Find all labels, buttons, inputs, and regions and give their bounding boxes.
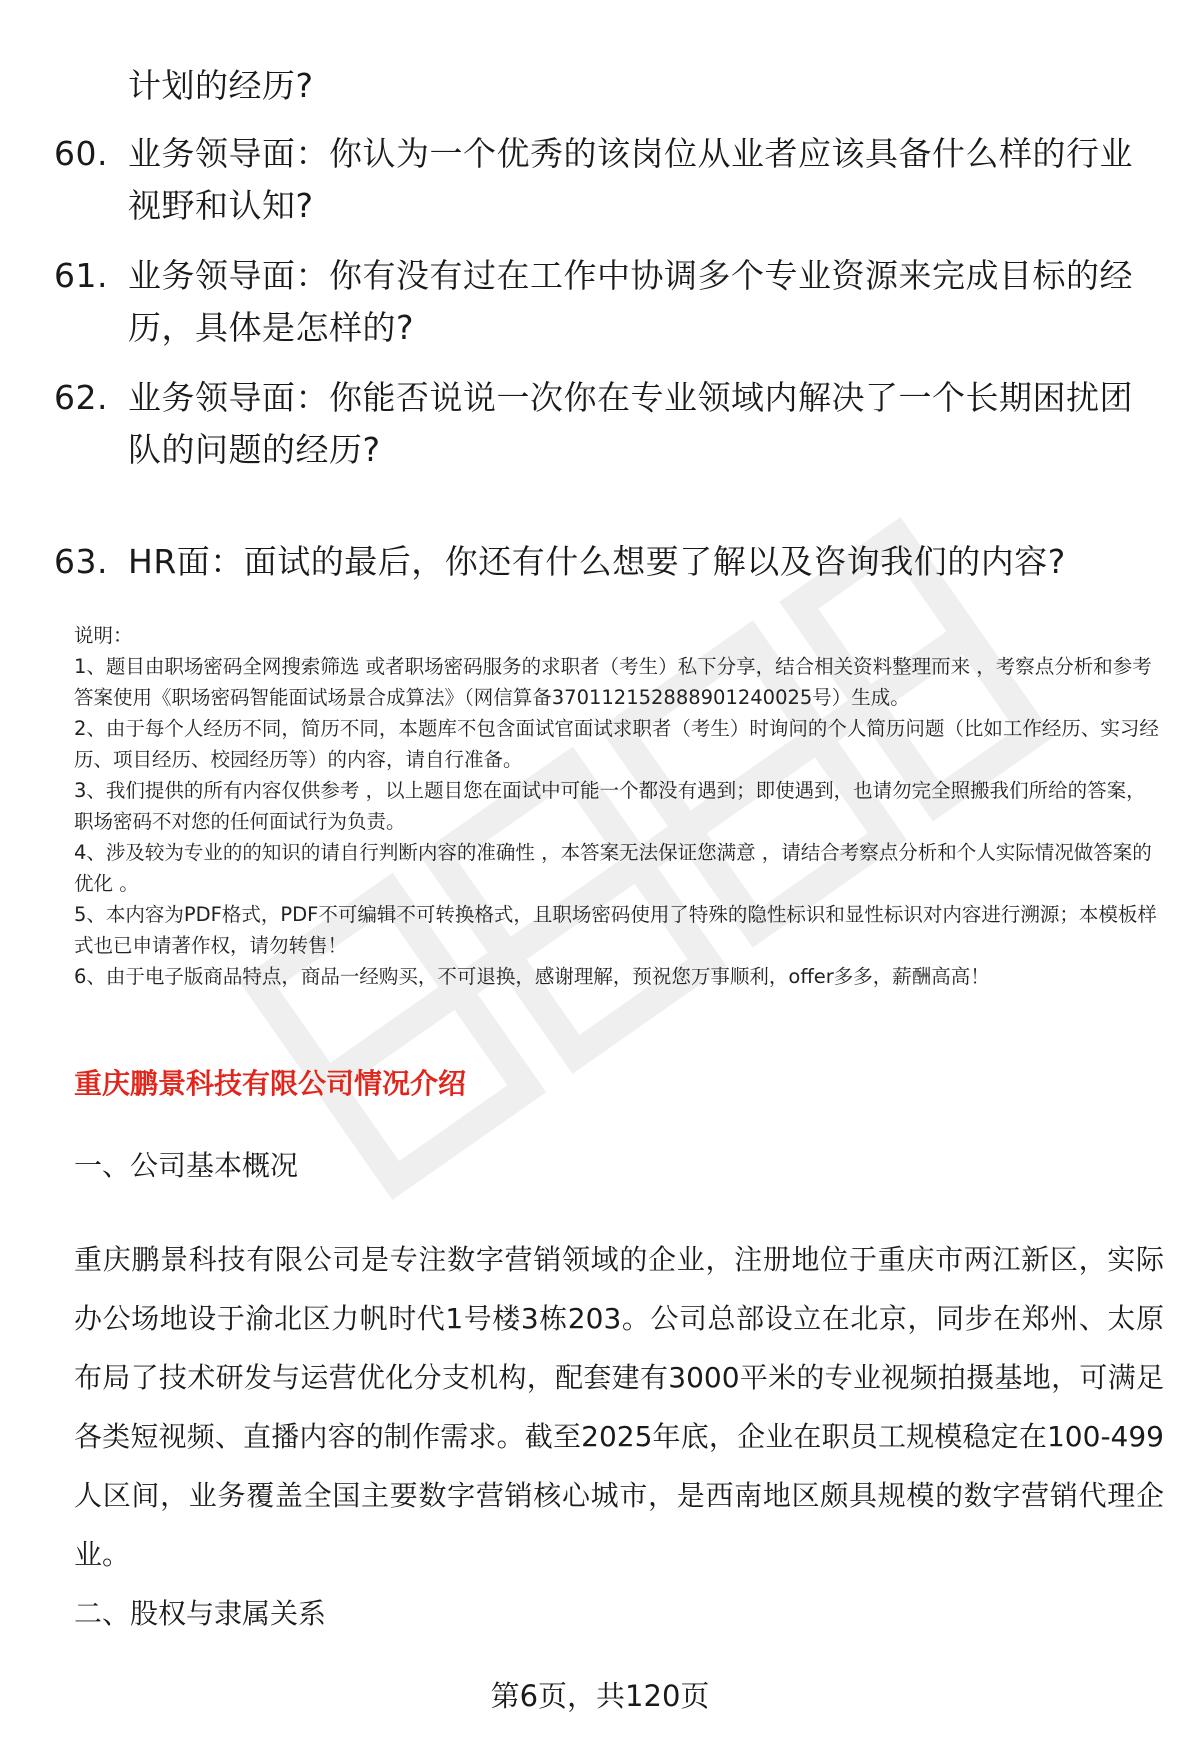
question-number: 61. — [54, 256, 108, 295]
question-number: 62. — [54, 378, 108, 417]
note-item: 2、由于每个人经历不同，简历不同，本题库不包含面试官面试求职者（考生）时询问的个人简历问题（比如工作经历、实习经历、项目经历、校园经历等）的内容，请自行准备。 — [74, 717, 1159, 771]
question-text: 业务领导面：你认为一个优秀的该岗位从业者应该具备什么样的行业视野和认知? — [128, 134, 1133, 225]
company-title: 重庆鹏景科技有限公司情况介绍 — [74, 1067, 467, 1100]
note-item: 6、由于电子版商品特点，商品一经购买，不可退换，感谢理解，预祝您万事顺利，offer多多，薪酬高高！ — [74, 965, 990, 988]
question-number: 63. — [54, 542, 108, 581]
note-item: 4、涉及较为专业的的知识的请自行判断内容的准确性 ，本答案无法保证您满意 ，请结合考察点分析和个人实际情况做答案的优化 。 — [74, 841, 1152, 895]
notes-title: 说明： — [74, 624, 133, 647]
question-number: 60. — [54, 134, 108, 173]
question-63 — [54, 536, 1154, 588]
question-62 — [54, 372, 1154, 476]
section-heading-overview: 一、公司基本概况 — [74, 1149, 299, 1182]
question-60 — [54, 128, 1154, 232]
disclaimer-notes — [74, 620, 1164, 992]
note-item: 1、题目由职场密码全网搜索筛选 或者职场密码服务的求职者（考生）私下分享，结合相关资料整理而来 ，考察点分析和参考答案使用《职场密码智能面试场景合成算法》（网信算备370112152888901240025号）生成。 — [74, 655, 1152, 709]
company-intro-paragraph: 重庆鹏景科技有限公司是专注数字营销领域的企业，注册地位于重庆市两江新区，实际办公场地设于渝北区力帆时代1号楼3栋203。公司总部设立在北京，同步在郑州、太原布局了技术研发与运营优化分支机构，配套建有3000平米的专业视频拍摄基地，可满足各类短视频、直播内容的制作需求。截至2025年底，企业在职员工规模稳定在100-499人区间，业务覆盖全国主要数字营销核心城市，是西南地区颇具规模的数字营销代理企业。 — [74, 1243, 1164, 1571]
note-item: 5、本内容为PDF格式，PDF不可编辑不可转换格式，且职场密码使用了特殊的隐性标识和显性标识对内容进行溯源；本模板样式也已申请著作权，请勿转售！ — [74, 903, 1157, 957]
page-number: 第6页，共120页 — [490, 1679, 710, 1713]
question-continuation: 计划的经历? — [128, 66, 314, 105]
question-text: 业务领导面：你能否说说一次你在专业领域内解决了一个长期困扰团队的问题的经历? — [128, 378, 1133, 469]
note-item: 3、我们提供的所有内容仅供参考 ，以上题目您在面试中可能一个都没有遇到；即使遇到，也请勿完全照搬我们所给的答案，职场密码不对您的任何面试行为负责。 — [74, 779, 1146, 833]
question-text: 业务领导面：你有没有过在工作中协调多个专业资源来完成目标的经历，具体是怎样的? — [128, 256, 1133, 347]
question-text: HR面：面试的最后，你还有什么想要了解以及咨询我们的内容? — [128, 542, 1066, 581]
question-61 — [54, 250, 1154, 354]
section-heading-equity: 二、股权与隶属关系 — [74, 1597, 327, 1630]
